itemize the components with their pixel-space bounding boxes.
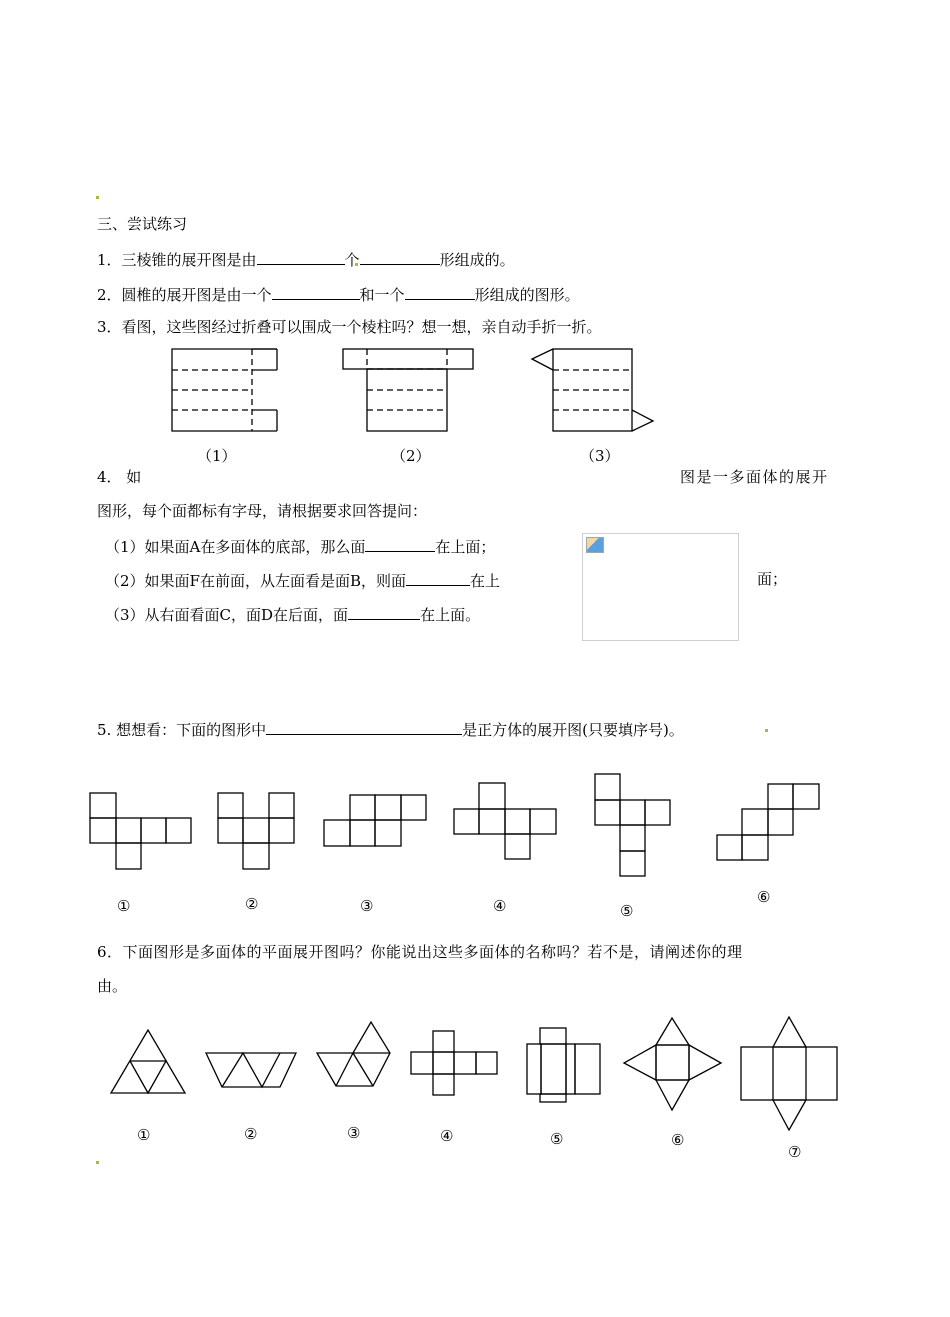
figure-label: ④ <box>493 897 507 915</box>
cube-net-6 <box>717 784 819 860</box>
figure-label: （1） <box>197 447 237 465</box>
question-4-part2: （2）如果面F在前面，从左面看是面B，则面 在上 <box>105 569 500 591</box>
figure-label: ⑤ <box>620 902 634 920</box>
poly-net-7 <box>741 1017 837 1130</box>
prism-net-3 <box>532 349 653 431</box>
figure-label: ④ <box>440 1127 454 1145</box>
question-6-line1: 6．下面图形是多面体的平面展开图吗？你能说出这些多面体的名称吗？若不是，请阐述你的理 <box>97 943 743 961</box>
cube-net-4 <box>454 783 556 859</box>
figure-label: （3） <box>580 447 620 465</box>
cube-net-5 <box>595 774 670 876</box>
question-6-line2: 由。 <box>97 977 128 995</box>
figure-label: ⑥ <box>757 888 771 906</box>
question-4-line2: 图形，每个面都标有字母，请根据要求回答提问： <box>97 502 428 520</box>
question-4-lead: 4． 如 <box>97 468 142 486</box>
question-2: 2．圆椎的展开图是由一个 和一个 形组成的图形。 <box>97 283 580 305</box>
question-4-tail: 图是一多面体的展开 <box>680 468 829 486</box>
poly-net-6 <box>624 1018 721 1110</box>
figure-label: ⑤ <box>550 1130 564 1148</box>
cube-net-3 <box>324 795 426 846</box>
question-3: 3．看图，这些图经过折叠可以围成一个棱柱吗？想一想，亲自动手折一折。 <box>97 318 602 336</box>
figure-label: ② <box>244 1125 258 1143</box>
figure-label: ① <box>117 897 131 915</box>
question-4-part3: （3）从右面看面C，面D在后面，面 在上面。 <box>105 603 480 625</box>
poly-net-1 <box>111 1030 185 1093</box>
question-1: 1．三棱锥的展开图是由 个 形组成的。 <box>97 248 515 270</box>
figure-label: ① <box>137 1126 151 1144</box>
poly-net-4 <box>411 1031 497 1095</box>
cube-net-2 <box>218 793 294 869</box>
figure-label: ⑦ <box>788 1143 802 1161</box>
figure-label: ③ <box>347 1124 361 1142</box>
question-4-part2-end: 面； <box>757 570 788 588</box>
section-heading: 三、尝试练习 <box>97 215 188 233</box>
poly-net-3 <box>317 1022 390 1086</box>
question-4-part1: （1）如果面A在多面体的底部，那么面 在上面； <box>105 535 495 557</box>
poly-net-2 <box>206 1053 296 1087</box>
question-5: 5. 想想看：下面的图形中 是正方体的展开图(只要填序号)。 <box>97 718 684 740</box>
cube-net-1 <box>90 793 191 869</box>
figure-label: ③ <box>360 897 374 915</box>
figure-label: ② <box>245 895 259 913</box>
figure-label: （2） <box>391 447 431 465</box>
poly-net-5 <box>527 1028 600 1102</box>
prism-net-1 <box>172 349 277 431</box>
figure-label: ⑥ <box>671 1131 685 1149</box>
prism-net-2 <box>343 349 473 431</box>
